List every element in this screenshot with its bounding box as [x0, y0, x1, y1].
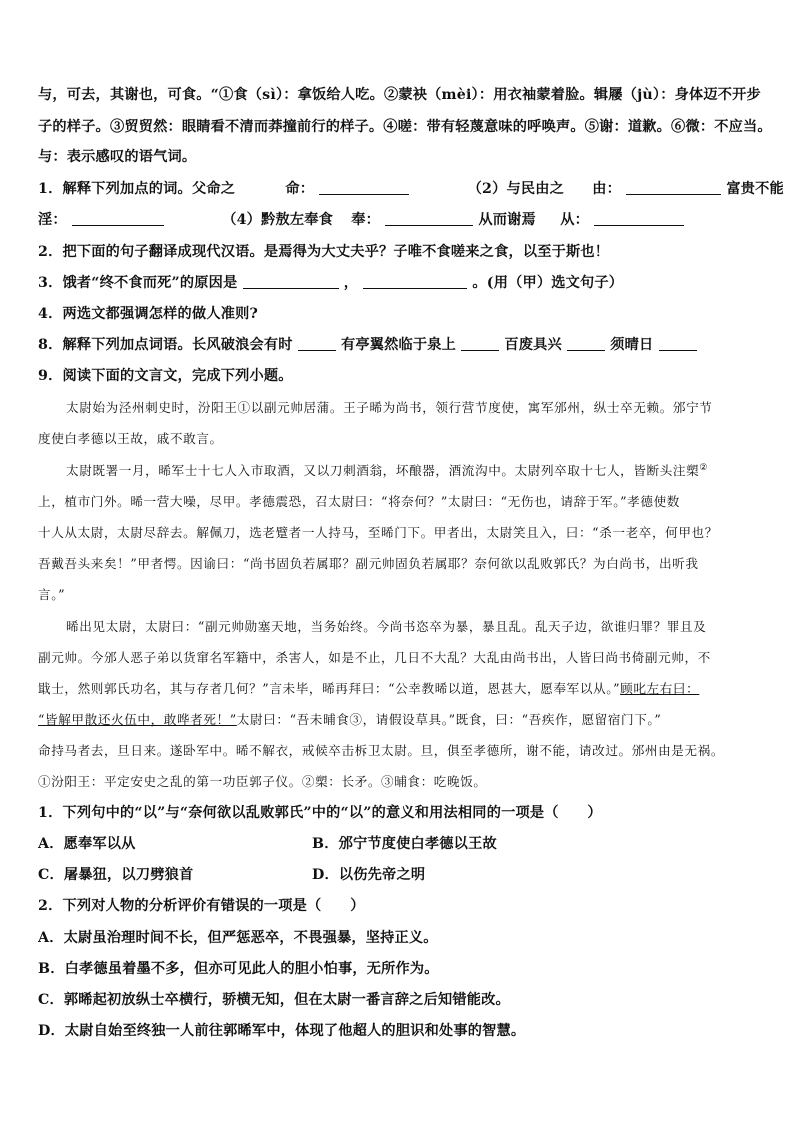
- mc2-option-a[interactable]: A．太尉虽治理时间不长，但严惩恶卒，不畏强暴，坚持正义。: [38, 930, 438, 946]
- passage-para-1-line-2: 度使白孝德以王故，戚不敢言。: [38, 431, 223, 446]
- question-1-line-2: [38, 209, 684, 229]
- passage-para-3-line-3: 戢士，然则郭氏功名，其与存者几何？”言未毕，晞再拜曰：“公幸教晞以道，恩甚大，愿奉军以从。”顾叱左右曰：: [38, 681, 700, 696]
- mc2-option-b[interactable]: B．白孝德虽着墨不多，但亦可见此人的胆小怕事，无所作为。: [38, 961, 439, 977]
- q1-item-4: （4）黔敖左奉食: [222, 212, 333, 228]
- question-3: 3．饿者“终不食而死”的原因是 ， 。(用（甲）选文句子）: [38, 275, 624, 291]
- underlined-sentence: “皆解甲散还火伍中，敢哗者死！”: [38, 712, 237, 727]
- mc2-option-c[interactable]: C．郭晞起初放纵士卒横行，骄横无知，但在太尉一番言辞之后知错能改。: [38, 992, 510, 1008]
- notes-line-3: 与：表示感叹的语气词。: [38, 149, 197, 165]
- answer-blank[interactable]: [659, 336, 697, 351]
- passage-para-2-line-3: 十人从太尉，太尉尽辞去。解佩刀，选老躄者一人持马，至晞门下。甲者出，太尉笑且入，曰：“杀一老卒，何甲也？: [38, 525, 718, 540]
- answer-blank[interactable]: [319, 180, 409, 195]
- q1-item-2: （2）与民由之: [467, 181, 565, 197]
- answer-blank[interactable]: [567, 336, 605, 351]
- mc1-option-b[interactable]: B．邠宁节度使白孝德以王故: [312, 836, 497, 852]
- question-2: 2．把下面的句子翻译成现代汉语。是焉得为大丈夫乎？子唯不食嗟来之食，以至于斯也！: [38, 244, 610, 260]
- answer-blank[interactable]: [298, 336, 336, 351]
- mc-question-2: 2．下列对人物的分析评价有错误的一项是（ ）: [38, 898, 365, 914]
- mc1-option-c[interactable]: C．屠暴狃，以刀劈狼首: [38, 867, 194, 883]
- answer-blank[interactable]: [72, 211, 164, 226]
- mc-question-1: 1．下列句中的“以”与“奈何欲以乱败郭氏”中的“以”的意义和用法相同的一项是（ ）: [38, 805, 602, 821]
- passage-para-2-line-5: 言。”: [38, 587, 66, 602]
- answer-blank[interactable]: [461, 336, 499, 351]
- passage-para-1-line-1: 太尉始为泾州刺史时，汾阳王①以副元帅居蒲。王子晞为尚书，领行营节度使，寓军邠州，纵士卒无赖。邠宁节: [66, 400, 713, 415]
- passage-footnotes: ①汾阳王：平定安史之乱的第一功臣郭子仪。②槊：长矛。③晡食：吃晚饭。: [38, 774, 487, 789]
- answer-blank[interactable]: [243, 274, 339, 289]
- mc1-option-a[interactable]: A．愿奉军以从: [38, 836, 136, 852]
- question-1-line-1: [38, 178, 784, 198]
- mc2-option-d[interactable]: D．太尉自始至终独一人前往郭晞军中，体现了他超人的胆识和处事的智慧。: [38, 1023, 526, 1039]
- question-9: 9．阅读下面的文言文，完成下列小题。: [38, 368, 293, 384]
- passage-para-3-line-1: 晞出见太尉，太尉曰：“副元帅勋塞天地，当务始终。今尚书恣卒为暴，暴且乱。乱天子边，欲谁归罪？罪且及: [66, 619, 707, 634]
- notes-line-2: 子的样子。③贸贸然：眼睛看不清而莽撞前行的样子。④嗟：带有轻蔑意味的呼唤声。⑤谢：道歉。⑥微：不应当。: [38, 119, 772, 135]
- passage-para-3-line-2: 副元帅。今邠人恶子弟以货窜名军籍中，杀害人，如是不止，几日不大乱？大乱由尚书出，人皆曰尚书倚副元帅，不: [38, 650, 711, 665]
- mc1-option-d[interactable]: D．以伤先帝之明: [312, 867, 426, 883]
- passage-para-3-line-4: “皆解甲散还火伍中，敢哗者死！”太尉曰：“吾未晡食③，请假设草具。”既食，曰：“吾疾作，愿留宿门下。”: [38, 712, 662, 727]
- footnote-marker: ②: [699, 462, 708, 473]
- mc1-options-row-2: [38, 864, 426, 884]
- q1-item-5: 从而谢焉: [478, 212, 536, 228]
- question-8: 8．解释下列加点词语。长风破浪会有时 有亭翼然临于泉上 百废具兴 须晴日: [38, 334, 697, 354]
- passage-para-3-line-5: 命持马者去，旦日来。遂卧军中。晞不解衣，戒候卒击柝卫太尉。旦，俱至孝德所，谢不能，请改过。邠州由是无祸。: [38, 743, 725, 758]
- q1-ming-label: 命：: [285, 181, 315, 197]
- q1-item-3: 富贵不能: [726, 181, 784, 197]
- question-4: 4．两选文都强调怎样的做人准则?: [38, 306, 259, 322]
- q1-yin-label: 淫：: [38, 212, 67, 228]
- answer-blank[interactable]: [385, 211, 473, 226]
- notes-line-1: 与，可去，其谢也，可食。“①食（sì）：拿饭给人吃。②蒙袂（mèi）：用衣袖蒙着脸。辑屦（jù）：身体迈不开步: [38, 87, 761, 103]
- underlined-sentence: 顾叱左右曰：: [620, 681, 700, 696]
- mc1-options-row-1: [38, 833, 497, 853]
- answer-blank[interactable]: [594, 211, 684, 226]
- passage-para-2-line-2: 上，植市门外。晞一营大噪，尽甲。孝德震恐，召太尉曰：“将奈何？”太尉曰：“无伤也，请辞于军。”孝德使数: [38, 494, 680, 509]
- q1-you-label: 由：: [592, 181, 622, 197]
- q1-feng-label: 奉：: [351, 212, 381, 228]
- passage-para-2-line-4: 吾戴吾头来矣！”甲者愕。因谕曰：“尚书固负若属耶？副元帅固负若属耶？奈何欲以乱败郭氏？为白尚书，出听我: [38, 556, 699, 571]
- q1-cong-label: 从：: [560, 212, 589, 228]
- answer-blank[interactable]: [626, 180, 721, 195]
- answer-blank[interactable]: [363, 274, 467, 289]
- passage-para-2-line-1: 太尉既署一月，晞军士十七人入市取酒，又以刀刺酒翁，坏酿器，酒流沟中。太尉列卒取十七人，皆断头注槊②: [66, 462, 708, 478]
- q1-text: 1．解释下列加点的词。父命之: [38, 181, 236, 197]
